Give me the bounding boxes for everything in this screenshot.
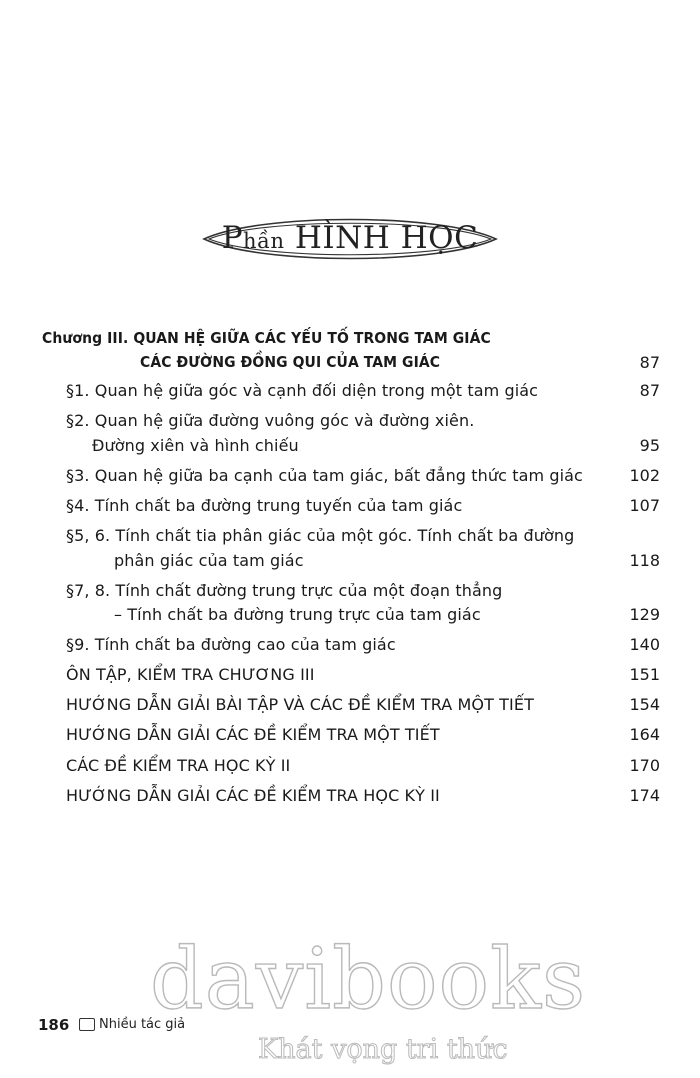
toc-page-1: 87 <box>639 381 660 400</box>
toc-entry-12: HƯỚNG DẪN GIẢI CÁC ĐỀ KIỂM TRA HỌC KỲ II <box>66 786 440 805</box>
watermark-brand: davibooks <box>150 930 587 1028</box>
toc-entry-5: §5, 6. Tính chất tia phân giác của một góc. Tính chất ba đường <box>66 526 575 545</box>
toc-page-10: 164 <box>629 725 660 744</box>
watermark-slogan: Khát vọng tri thức <box>258 1034 508 1065</box>
banner-prefix-big: P <box>221 220 244 256</box>
toc-page-3: 102 <box>629 466 660 485</box>
chapter-title-2: CÁC ĐƯỜNG ĐỒNG QUI CỦA TAM GIÁC <box>140 353 441 371</box>
chapter-label: Chương III. <box>42 329 129 347</box>
toc-entry-6: §7, 8. Tính chất đường trung trực của một đoạn thẳng <box>66 581 503 600</box>
toc-page-11: 170 <box>629 756 660 775</box>
toc-page-5: 118 <box>629 551 660 570</box>
toc-page-8: 151 <box>629 665 660 684</box>
chapter-title-1: QUAN HỆ GIỮA CÁC YẾU TỐ TRONG TAM GIÁC <box>133 329 491 347</box>
banner-prefix-small: hần <box>243 229 285 253</box>
toc-entry-8: ÔN TẬP, KIỂM TRA CHƯƠNG III <box>66 665 315 684</box>
toc-page-7: 140 <box>629 635 660 654</box>
banner-title <box>200 220 500 256</box>
toc-entry-6-cont: – Tính chất ba đường trung trực của tam giác <box>114 605 481 624</box>
toc-entry-2: §2. Quan hệ giữa đường vuông góc và đường xiên. <box>66 411 475 430</box>
toc-page-12: 174 <box>629 786 660 805</box>
toc-entry-11: CÁC ĐỀ KIỂM TRA HỌC KỲ II <box>66 756 291 775</box>
toc-page-9: 154 <box>629 695 660 714</box>
toc-entry-3: §3. Quan hệ giữa ba cạnh của tam giác, bất đẳng thức tam giác <box>66 466 583 485</box>
footer-page-number: 186 <box>38 1016 70 1034</box>
chapter-page: 87 <box>639 353 660 372</box>
toc-page-2: 95 <box>639 436 660 455</box>
footer-author: Nhiều tác giả <box>99 1017 186 1032</box>
toc-page-4: 107 <box>629 496 660 515</box>
toc-entry-10: HƯỚNG DẪN GIẢI CÁC ĐỀ KIỂM TRA MỘT TIẾT <box>66 725 440 744</box>
chapter-heading-line-1 <box>42 329 491 347</box>
banner-main-title: HÌNH HỌC <box>294 220 479 256</box>
toc-entry-4: §4. Tính chất ba đường trung tuyến của tam giác <box>66 496 463 515</box>
toc-entry-7: §9. Tính chất ba đường cao của tam giác <box>66 635 396 654</box>
toc-entry-2-cont: Đường xiên và hình chiếu <box>92 436 299 455</box>
book-icon <box>79 1018 95 1031</box>
section-banner <box>200 207 500 271</box>
toc-entry-5-cont: phân giác của tam giác <box>114 551 304 570</box>
toc-entry-9: HƯỚNG DẪN GIẢI BÀI TẬP VÀ CÁC ĐỀ KIỂM TRA MỘT TIẾT <box>66 695 534 714</box>
toc-page-6: 129 <box>629 605 660 624</box>
toc-entry-1: §1. Quan hệ giữa góc và cạnh đối diện trong một tam giác <box>66 381 539 400</box>
